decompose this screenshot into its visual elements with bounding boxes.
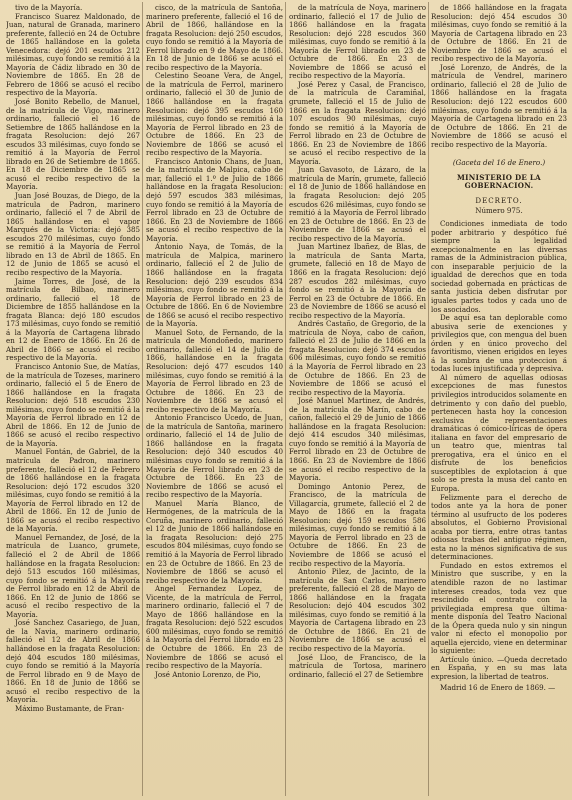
- column-rule: [285, 2, 286, 796]
- column-2: [146, 4, 283, 794]
- paragraph: Andrés Castaño, de Gregorio, de la matrícula de Noya, cabo de cañon, falleció el 23 de Julio de 1866 en la fragata Resolucion: dejó 374 escudos 606 milésimas, cuyo fondo se remitió á la Mayoría de Ferrol librado en 23 de Octubre de 1866. En 23 de Noviembre de 1866 se acusó el recibo respectivo de la Mayoría.: [289, 319, 426, 397]
- paragraph: Juan Gavasoto, de Lázaro, de la matrícula de Marín, grumete, falleció el 18 de Junio de 1866 hallándose en la fragata Resolucion: dejó 205 escudos 626 milésimas, cuyo fondo se remitió á la Mayoría de Ferrol librado en 23 de Octubre de 1866. En 23 de Noviembre de 1866 se acusó el recibo respectivo de la Mayoría.: [289, 165, 426, 243]
- paragraph: Celestino Seoane Vera, de Angel, de la matrícula de Ferrol, marinero ordinario, falleció el 30 de Junio de 1866 hallándose en la fragata Resolucion: dejó 395 escudos 160 milésimas, cuyo fondo se remitió á la Mayoría de Ferrol librado en 23 de Octubre de 1866. En 23 de Noviembre de 1866 se acusó el recibo respectivo de la Mayoría.: [146, 71, 283, 158]
- paragraph: De aquí esa tan deplorable como abusiva serie de exenciones y privilegios que, con mengua del buen órden y en único provecho del favoritismo, vienen erigidos en leyes á la sombra de una proteccion á todas luces injustificada y depresiva.: [431, 313, 567, 374]
- decree-heading: DECRETO.: [475, 195, 523, 205]
- paragraph: Francisco Antonio Sue, de Matías, de la matrícula de Tozeses, marinero ordinario, falleció el 5 de Enero de 1866 hallándose en la fragata Resolucion: dejó 518 escudos 230 milésimas, cuyo fondo se remitió á la Mayoría de Ferrol librado en 12 de Abril de 1866. En 12 de Junio de 1866 se acusó el recibo respectivo de la Mayoría.: [6, 361, 140, 448]
- paragraph: Jaime Torres, de José, de la matrícula de Bilbao, marinero ordinario, falleció el 18 de Diciembre de 1855 hallándose en la fragata Blanca: dejó 180 escudos 173 milésimas, cuyo fondo se remitió á la Mayoría de Cartagena librado en 12 de Enero de 1866. En 26 de Abril de 1866 se acusó el recibo respectivo de la Mayoría.: [6, 276, 140, 363]
- paragraph: Manuel Fernandez, de José, de la matrícula de Luanco, grumete, falleció el 2 de Abril de 1866 hallándose en la fragata Resolucion: dejó 513 escudos 160 milésimas, cuyo fondo se remitió á la Mayoría de Ferrol librado en 12 de Abril de 1866. En 12 de Junio de 1866 se acusó el recibo respectivo de la Mayoría.: [6, 532, 140, 619]
- paragraph: José Antonio Lorenzo, de Pio,: [155, 669, 261, 679]
- column-3: [289, 4, 426, 794]
- paragraph: Máximo Bustamante, de Fran-: [15, 703, 125, 713]
- paragraph: Antonio Naya, de Tomás, de la matrícula de Malpica, marinero ordinario, falleció el 2 de Julio de 1866 hallándose en la fragata Resolucion: dejó 239 escudos 834 milésimas, cuyo fondo se remitió á la Mayoría de Ferrol librado en 23 de Octubre de 1866. En 6 de Noviembre de 1866 se acusó el recibo respectivo de la Mayoría.: [146, 242, 283, 329]
- paragraph: cisco, de la matrícula de Santoña, marinero preferente, falleció el 16 de Abril de 1866, hallándose en la fragata Resolucion: dejó 250 escudos, cuyo fondo se remitió á la Mayoría de Ferrol librado en 9 de Mayo de 1866. En 18 de Junio de 1866 se acusó el recibo respectivo de la Mayoría.: [146, 4, 283, 72]
- signature-date: Madrid 16 de Enero de 1869. —: [440, 682, 556, 692]
- paragraph: Juan José Bouzas, de Diego, de la matrícula de Padron, marinero ordinario, falleció el 7 de Abril de 1865 hallándose en el vapor Marqués de la Victoria: dejó 385 escudos 270 milésimas, cuyo fondo se remitió á la Mayoría de Ferrol librado en 13 de Abril de 1865. En 12 de Junio de 1865 se acusó el recibo respectivo de la Mayoría.: [6, 191, 140, 277]
- paragraph: Manuel Fontán, de Gabriel, de la matrícula de Padron, marinero preferente, falleció el 12 de Febrero de 1866 hallándose en la fragata Resolucion: dejó 172 escudos 320 milésimas, cuyo fondo se remitió á la Mayoría de Ferrol librado en 12 de Abril de 1866. En 12 de Junio de 1866 se acusó el recibo respectivo de la Mayoría.: [6, 447, 140, 534]
- gaceta-reference: (Gaceta del 16 de Enero.): [452, 158, 546, 168]
- paragraph: Fundado en estos extremos el Ministro que suscribe, y en la atendible razon de no lastimar intereses creados, toda vez que rescindido el contrato con la privilegiada empresa que última-mente disponía del Teatro Nacional de la Ópera queda nulo y sin ningun valor ni efecto el monopolio por aquella ejercido, viene en determinar lo siguiente:: [431, 560, 567, 656]
- paragraph: José Bonito Rebello, de Manuel, de la matrícula de Vigo, marinero ordinario, falleció el 16 de Setiembre de 1865 hallándose en la fragata Resolucion: dejó 267 escudos 33 milésimas, cuyo fondo se remitió á la Mayoría de Ferrol librado en 26 de Setiembre de 1865. En 18 de Diciembre de 1865 se acusó el recibo respectivo de la Mayoría.: [6, 97, 140, 192]
- paragraph: Francisco Antonio Chans, de Juan, de la matrícula de Malpica, cabo de mar, falleció el 1.º de Julio de 1866 hallándose en la fragata Resolucion: dejó 597 escudos 383 milésimas, cuyo fondo se remitió á la Mayoría de Ferrol librado en 23 de Octubre de 1866. En 23 de Noviembre de 1866 se acusó el recibo respectivo de la Mayoría.: [146, 156, 283, 243]
- paragraph: Condiciones inmediata de todo poder arbitrario y despótico fué siempre la legalidad excepcionalmente en las diversas ramas de la Administracion pública, con inseparable perjuicio de la igualdad de derechos que en toda sociedad gobernada en prácticas de santa justicia deben disfrutar por iguales partes todos y cada uno de los asociados.: [431, 219, 567, 314]
- column-4: [431, 4, 567, 794]
- ministry-heading: MINISTERIO DE LA GOBERNACION.: [457, 172, 541, 191]
- paragraph: Manuel Soto, de Fernando, de la matrícula de Mondoñedo, marinero ordinario, falleció el 14 de Julio de 1866, hallándose en la fragata Resolucion: dejó 477 escudos 140 milésimas, cuyo fondo se remitió á la Mayoría de Ferrol librado en 23 de Octubre de 1866. En 23 de Noviembre de 1866 se acusó el recibo respectivo de la Mayoría.: [146, 327, 283, 414]
- paragraph: José Sanchez Casariego, de Juan, de la Navia, marinero ordinario, falleció el 12 de Abril de 1866 hallándose en la fragata Resolucion: dejó 404 escudos 180 milésimas, cuyo fondo se remitió á la Mayoría de Ferrol librado en 9 de Mayo de 1866. En 18 de Junio de 1866 se acusó el recibo respectivo de la Mayoría.: [6, 618, 140, 705]
- paragraph: Domingo Antonio Perez, de Francisco, de la matrícula de Villagarcía, grumete, falleció el 2 de Mayo de 1866 en la fragata Resolucion: dejó 159 escudos 586 milésimas, cuyo fondo se remitió á la Mayoría de Ferrol librado en 23 de Octubre de 1866. En 23 de Noviembre de 1866 se acusó el recibo respectivo de la Mayoría.: [289, 481, 426, 568]
- column-rule: [428, 2, 429, 796]
- paragraph: Antonio Francisco Ucedo, de Juan, de la matrícula de Santoña, marinero ordinario, falleció el 14 de Julio de 1866 hallándose en la fragata Resolucion: dejó 340 escudos 40 milésimas cuyo fondo se remitió á la Mayoría de Ferrol librado en 23 de Octubre de 1866. En 23 de Noviembre de 1866 se acusó el recibo respectivo de la Mayoría.: [146, 413, 283, 500]
- paragraph: José Perez y Casal, de Francisco, de la matrícula de Caramiñal, grumete, falleció el 15 de Julio de 1866 en la fragata Resolucion: dejó 107 escudos 90 milésimas, cuyo fondo se remitió á la Mayoría de Ferrol librado en 23 de Octubre de 1866. En 23 de Noviembre de 1866 se acusó el recibo respectivo de la Mayoría.: [289, 79, 426, 166]
- paragraph: Manuel María Blanco, de Hermógenes, de la matrícula de la Coruña, marinero ordinario, falleció el 12 de Junio de 1866 hallándose en la fragata Resolucion: dejó 275 escudos 804 milésimas, cuyo fondo se remitió á la Mayoría de Ferrol librado en 23 de Octubre de 1866. En 23 de Noviembre de 1866 se acusó el recibo respectivo de la Mayoría.: [146, 498, 283, 585]
- paragraph: Artículo único. —Queda decretado en España, y en su mas lata expresion, la libertad de teatros.: [431, 654, 567, 682]
- paragraph: Angel Fernandez Lopez, de Vicente, de la matrícula de Ferrol, marinero ordinario, falleció el 7 de Mayo de 1866 hallándose en la fragata Resolucion: dejó 522 escudos 600 milésimas, cuyo fondo se remitió á la Mayoría del Ferrol librado en 23 de Octubre de 1866. En 23 de Noviembre de 1866 se acusó el recibo respectivo de la Mayoría.: [146, 584, 283, 671]
- paragraph: José Lorenzo, de Andrés, de la matrícula de Vendrel, marinero ordinario, falleció el 28 de Julio de 1866 hallándose en la fragata Resolucion: dejó 122 escudos 600 milésimas, cuyo fondo se remitió á la Mayoría de Cartagena librado en 23 de Octubre de 1866. En 21 de Noviembre de 1866 se acusó el recibo respectivo de la Mayoría.: [431, 62, 567, 149]
- paragraph: José Manuel Martinez, de Andrés, de la matrícula de Marín, cabo de cañon, falleció el 29 de Junio de 1866 hallándose en la fragata Resolucion: dejó 414 escudos 340 milésimas, cuyo fondo se remitió á la Mayoría de Ferrol librado en 23 de Octubre de 1866. En 23 de Noviembre de 1866 se acusó el recibo respectivo de la Mayoría.: [289, 396, 426, 483]
- paragraph: de 1866 hallándose en la fragata Resolucion: dejó 454 escudos 30 milésimas, cuyo fondo se remitió á la Mayoría de Cartagena librado en 23 de Octubre de 1866. En 21 de Noviembre de 1866 se acusó el recibo respectivo de la Mayoría.: [431, 4, 567, 64]
- paragraph: Felizmente para el derecho de todos ante ya la hora de poner término al usufructo de los poderes absolutos, el Gobierno Provisional acaba por tierra, entre otras tantas odiosas trabas del antiguo régimen, esta no la ménos significativa de sus determinaciones.: [431, 492, 567, 562]
- paragraph: tivo de la Mayoría.: [15, 4, 83, 12]
- paragraph: Al número de aquellas odiosas excepciones de mas funestos privilegios introducidos solamente en detrimento y con daño del pueblo, pertenecen hasta hoy la concesion exclusiva de representaciones dramáticas ó cómico-líricas de ópera italiana en favor del empresario de un teatro que, mientras tal prerogativa, era el único en el disfrute de los beneficios susceptibles de explotacion á que solo se presta la musa del canto en Europa.: [431, 372, 567, 493]
- paragraph: Antonio Pilez, de Jacinto, de la matrícula de San Carlos, marinero preferente, falleció el 28 de Mayo de 1866 hallándose en la fragata Resolucion: dejó 404 escudos 302 milésimas, cuyo fondo se remitió á la Mayoría de Cartagena librado en 23 de Octubre de 1866. En 21 de Noviembre de 1866 se acusó el recibo respectivo de la Mayoría.: [289, 567, 426, 654]
- paragraph: Francisco Suarez Maldonado, de Juan, natural de Granada, marinero preferente, falleció en 24 de Octubre de 1865 hallándose en la goleta Venecedora: dejó 201 escudos 212 milésimas, cuyo fondo se remitió á la Mayoría de Cádiz librado en 30 de Noviembre de 1865. En 28 de Febrero de 1866 se acusó el recibo respectivo de la Mayoría.: [6, 11, 140, 98]
- paragraph: José Lloo, de Francisco, de la matrícula de Tortosa, marinero ordinario, falleció el 27 de Setiembre: [289, 652, 426, 679]
- decree-number: Número 975.: [475, 206, 523, 216]
- paragraph: de la matrícula de Noya, marinero ordinario, falleció el 17 de Julio de 1866 hallándose en la fragata Resolucion: dejó 228 escudos 360 milésimas, cuyo fondo se remitió á la Mayoría de Ferrol librado en 23 de Octubre de 1866. En 23 de Noviembre de 1866 se acusó el recibo respectivo de la Mayoría.: [289, 4, 426, 81]
- column-1: [6, 4, 140, 794]
- column-rule: [142, 2, 143, 796]
- paragraph: Juan Martinez Ibañez, de Blas, de la matrícula de Santa Marta, grumete, falleció en 18 de Mayo de 1866 en la fragata Resolucion: dejó 287 escudos 282 milésimas, cuyo fondo se remitió á la Mayoría de Ferrol en 23 de Octubre de 1866. En 23 de Noviembre de 1866 se acusó el recibo respectivo de la Mayoría.: [289, 242, 426, 320]
